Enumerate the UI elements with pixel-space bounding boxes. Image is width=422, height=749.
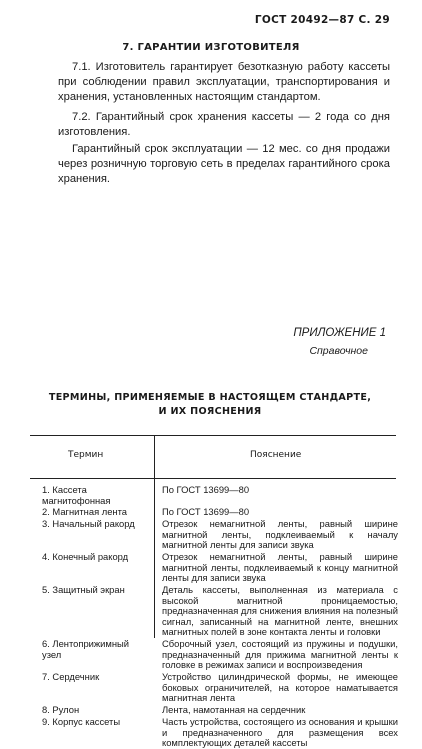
term-cell: 6. Лентоприжимный узел (42, 638, 130, 660)
paragraph-7-2: 7.2. Гарантийный срок хранения кассеты — 2 года со дня изготовления. (58, 111, 390, 139)
terms-heading (40, 391, 380, 419)
paragraph-7-1: 7.1. Изготовитель гарантирует безотказную работу кассеты при соблюдении правил эксплуатации, транспортирования и хранения, установленных настоящим стандартом. (58, 61, 390, 104)
explanation-cell: Сборочный узел, состоящий из пружины и подушки, предназначенный для прижима магнитной ленты к головке в режимах записи и воспроизведения (162, 638, 398, 671)
terms-heading-line-2: И ИХ ПОЯСНЕНИЯ (158, 406, 262, 417)
term-cell: 8. Рулон (42, 704, 80, 715)
term-cell: 2. Магнитная лента (42, 506, 128, 517)
appendix-label: ПРИЛОЖЕНИЕ 1 (293, 327, 386, 339)
column-header-term: Термин (68, 450, 104, 460)
explanation-cell: Отрезок немагнитной ленты, равный ширине магнитной ленты, подклеиваемый к концу магнитной ленты для записи звука (162, 551, 398, 584)
explanation-cell: По ГОСТ 13699—80 (162, 484, 250, 495)
term-cell: 7. Сердечник (42, 671, 100, 682)
table-header (30, 435, 396, 479)
explanation-cell: Часть устройства, состоящего из основания и крышки и предназначенного для размещения всех комплектующих деталей кассеты (162, 716, 398, 749)
explanation-cell: Деталь кассеты, выполненная из материала с высокой магнитной проницаемостью, предназначенная для снижения влияния на полезный сигнал, записанный на магнитной ленте, внешних магнитных полей в зоне контакта ленты и головки (162, 584, 398, 638)
column-divider (154, 477, 155, 638)
explanation-cell: Устройство цилиндрической формы, не имеющее боковых ограничителей, на которое наматывается магнитная лента (162, 671, 398, 704)
term-cell: 3. Начальный ракорд (42, 518, 135, 529)
section-title: 7. ГАРАНТИИ ИЗГОТОВИТЕЛЯ (122, 42, 300, 53)
term-cell: 9. Корпус кассеты (42, 716, 121, 727)
term-cell: 1. Кассета магнитофонная (42, 484, 111, 506)
explanation-cell: Отрезок немагнитной ленты, равный ширине магнитной ленты, подклеиваемый к началу магнитной ленты для записи звука (162, 518, 398, 551)
term-cell: 4. Конечный ракорд (42, 551, 129, 562)
header-divider (154, 436, 155, 478)
explanation-cell: По ГОСТ 13699—80 (162, 506, 250, 517)
column-header-explanation: Пояснение (250, 450, 302, 460)
terms-heading-line-1: ТЕРМИНЫ, ПРИМЕНЯЕМЫЕ В НАСТОЯЩЕМ СТАНДАРТЕ, (48, 392, 372, 403)
paragraph-warranty-operation: Гарантийный срок эксплуатации — 12 мес. со дня продажи через розничную торговую сеть в пределах гарантийного срока хранения. (58, 143, 390, 186)
page-header: ГОСТ 20492—87 С. 29 (254, 14, 390, 26)
explanation-cell: Лента, намотанная на сердечник (162, 704, 306, 715)
appendix-subtitle: Справочное (309, 345, 368, 357)
term-cell: 5. Защитный экран (42, 584, 125, 595)
